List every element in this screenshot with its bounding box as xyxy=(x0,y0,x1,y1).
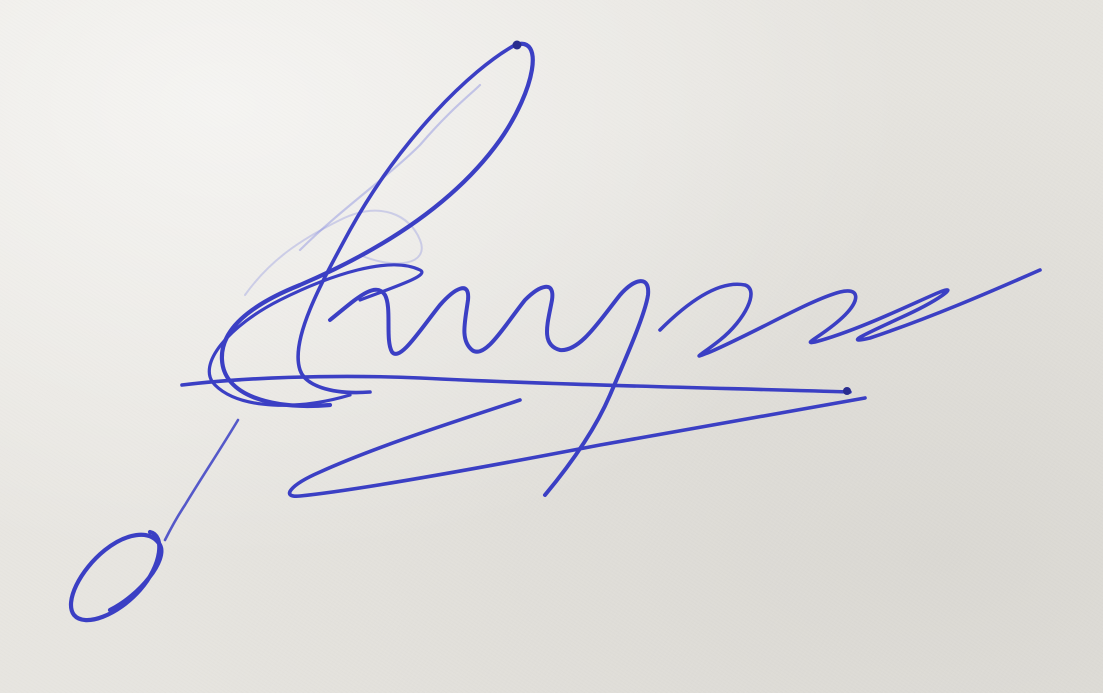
inner-loop-stroke xyxy=(298,45,515,393)
crossbar-stroke xyxy=(182,376,850,392)
underline-loop-stroke xyxy=(290,398,865,496)
bottom-oval-stroke xyxy=(71,532,161,620)
initial-loop-stroke xyxy=(222,44,533,406)
final-loop-stroke xyxy=(660,270,1040,356)
descender-stroke xyxy=(165,420,238,540)
faint-stroke xyxy=(245,211,422,295)
pen-dot xyxy=(513,41,522,50)
pen-dot xyxy=(843,387,851,395)
cursive-letters-stroke xyxy=(330,281,648,495)
